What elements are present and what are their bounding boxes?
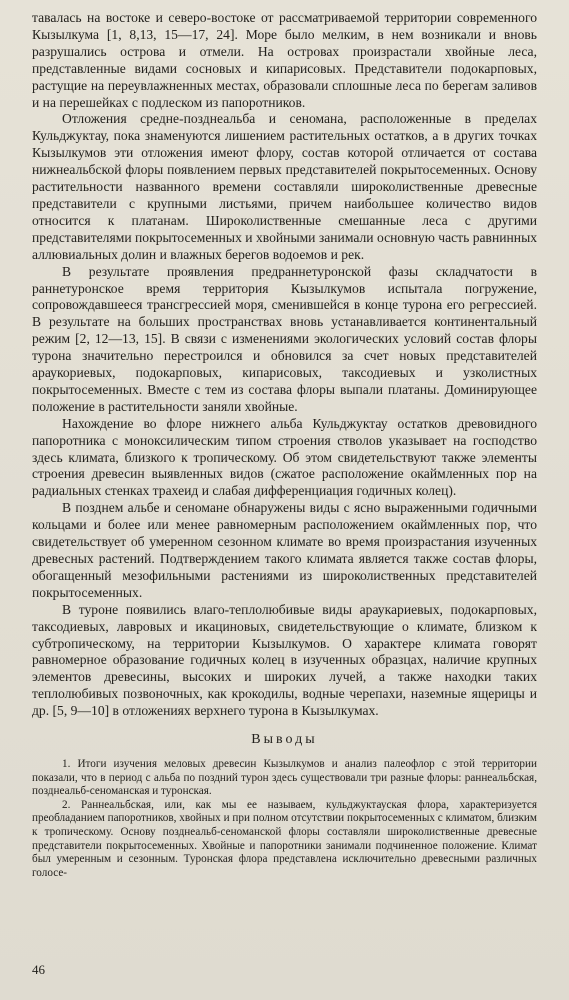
conclusions: [32, 758, 537, 880]
paragraph-3: В результате проявления предраннетуронской фазы складчатости в раннетуронское время территория Кызылкумов испытала погружение, сопровождавшееся трансгрессией моря, сменившейся в конце турона его регрессией. В результате на больших пространствах вновь устанавливается континентальный режим [2, 12—13, 15]. В связи с изменениями экологических условий состав флоры турона значительно перестроился и обновился за счет новых представителей араукориевых, подокарповых, кипарисовых, таксодиевых и узколистных покрытосеменных. Вместе с тем из состава флоры выпали платаны. Доминирующее положение в растительности заняли хвойные.: [32, 263, 537, 414]
paragraph-6: В туроне появились влаго-теплолюбивые виды араукариевых, подокарповых, таксодиевых, лавровых и икациновых, свидетельствующие о климате, близком к субтропическому, на территории Кызылкумов. О характере климата говорят равномерное образование годичных колец в изученных образцах, наличие крупных элементов древесины, высоких и широких лучей, а также находки таких теплолюбивых позвоночных, как крокодилы, водные черепахи, наземные ящерицы и др. [5, 9—10] в отложениях верхнего турона в Кызылкумах.: [32, 601, 537, 719]
main-text: [32, 10, 537, 720]
paragraph-4: Нахождение во флоре нижнего альба Кульджуктау остатков древовидного папоротника с моноксилическим типом строения стволов указывает на господство здесь климата, близкого к тропическому. Об этом свидетельствуют также элементы строения древесин выявленных видов (сжатое расположение окаймленных пор на радиальных стенках трахеид и слабая дифференциация годичных колец).: [32, 415, 537, 499]
paragraph-2: Отложения средне-позднеальба и сеномана, расположенные в пределах Кульджуктау, пока знаменуются лишением растительных остатков, а в других точках Кызылкумов эти отложения имеют флору, состав которой отличается от состава нижнеальбской флоры появлением первых представителей покрытосеменных. Основу растительности названного времени составляли широколиственные древесные представители с крупными листьями, причем наибольшее количество видов относится к платанам. Широколиственные смешанные леса с другими представителями покрытосеменных и хвойными занимали основную часть равнинных аллювиальных долин и влажных берегов водоемов и рек.: [32, 111, 537, 262]
conclusion-2: 2. Раннеальбская, или, как мы ее называем, кульджуктауская флора, характеризуется преобладанием папоротников, хвойных и при полном отсутствии покрытосеменных с климатом, близким к тропическому. Основу позднеальб-сеноманской флоры составляли широколиственные древесные представители покрытосеменных. Хвойные и папоротники занимали подчиненное положение. Климат был умеренным и сезонным. Туронская флора представлена исключительно древесными различных голосе-: [32, 798, 537, 879]
paragraph-1: тавалась на востоке и северо-востоке от рассматриваемой территории современного Кызылкума [1, 8,13, 15—17, 24]. Море было мелким, в нем возникали и вновь разрушались острова и отмели. На островах произрастали хвойные леса, представленные видами сосновых и кипарисовых. Представители подокарповых, растущие на переувлажненных местах, образовали сплошные леса по берегам заливов и на перешейках с подлеском из папоротников.: [32, 10, 537, 110]
section-heading: Выводы: [251, 732, 318, 748]
conclusion-1: 1. Итоги изучения меловых древесин Кызылкумов и анализ палеофлор с этой территории показали, что в период с альба по поздний турон здесь существовали три разные флоры: раннеальбская, позднеальб-сеноманская и туронская.: [32, 758, 537, 798]
paragraph-5: В позднем альбе и сеномане обнаружены виды с ясно выраженными годичными кольцами и более или менее равномерным расположением окаймленных пор, что свидетельствует об умеренном сезонном климате во время произрастания изученных древесных растений. Подтверждением такого климата является также состав флоры, обогащенный мезофильными растениями из широколиственных представителей покрытосеменных.: [32, 500, 537, 600]
page-number: 46: [32, 962, 45, 977]
